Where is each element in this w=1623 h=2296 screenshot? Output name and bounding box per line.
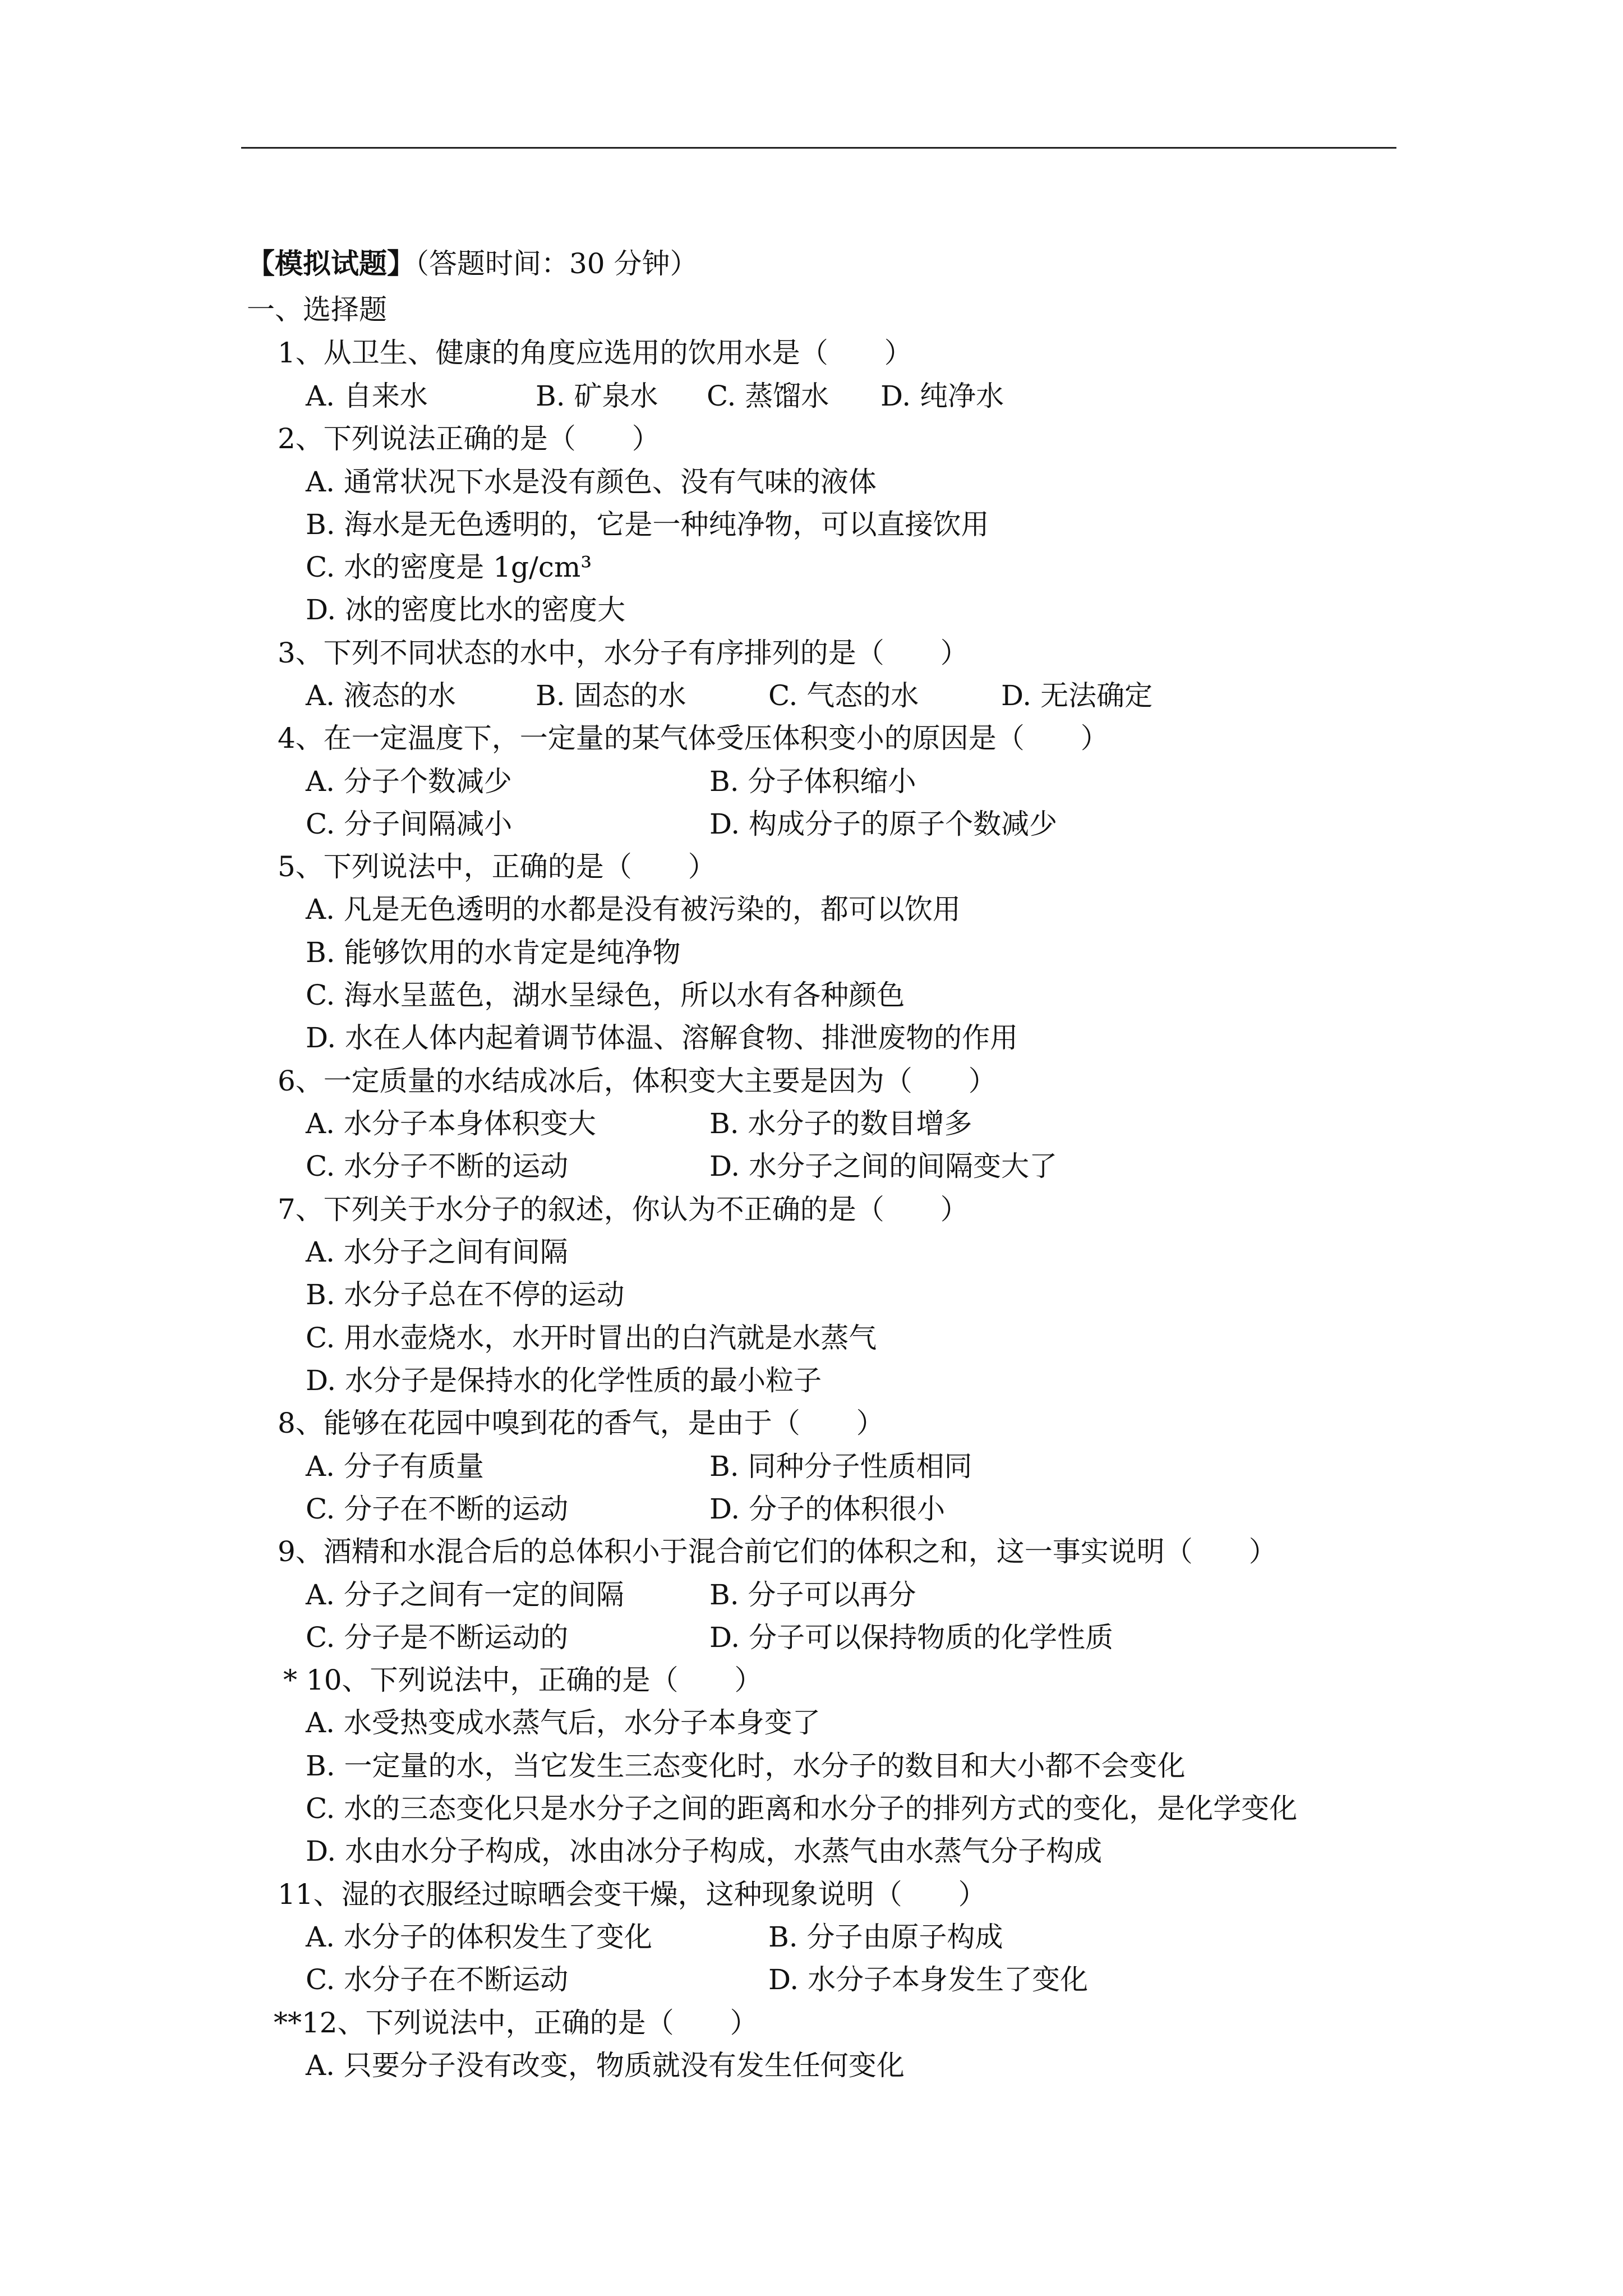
- option-a: A. 自来水: [306, 380, 428, 412]
- question-7-stem: 7、下列关于水分子的叙述，你认为不正确的是（ ）: [278, 1193, 969, 1226]
- question-11-stem: 11、湿的衣服经过晾晒会变干燥，这种现象说明（ ）: [278, 1878, 986, 1911]
- option-b: B. 同种分子性质相同: [709, 1450, 972, 1483]
- question-6-options-row1: [306, 1107, 1147, 1140]
- question-8-options-row2: [306, 1492, 1147, 1526]
- question-9-options-row1: [306, 1578, 1203, 1612]
- option-a: A. 水分子本身体积变大: [306, 1107, 596, 1140]
- question-10-option-c: C. 水的三态变化只是水分子之间的距离和水分子的排列方式的变化，是化学变化: [306, 1792, 1298, 1825]
- option-d: D. 构成分子的原子个数减少: [709, 808, 1058, 840]
- question-11-options-row1: [306, 1920, 1203, 1954]
- option-b: B. 矿泉水: [536, 380, 658, 412]
- question-5-option-b: B. 能够饮用的水肯定是纯净物: [306, 936, 681, 969]
- question-3-stem: 3、下列不同状态的水中，水分子有序排列的是（ ）: [278, 637, 969, 669]
- option-a: A. 分子之间有一定的间隔: [306, 1579, 624, 1611]
- question-2-stem: 2、下列说法正确的是（ ）: [278, 422, 660, 455]
- question-6-stem: 6、一定质量的水结成冰后，体积变大主要是因为（ ）: [278, 1065, 997, 1097]
- section-heading: 一、选择题: [247, 293, 387, 326]
- question-2-option-b: B. 海水是无色透明的，它是一种纯净物，可以直接饮用: [306, 508, 989, 541]
- question-5-option-c: C. 海水呈蓝色，湖水呈绿色，所以水有各种颜色: [306, 979, 905, 1011]
- page-title: [247, 247, 698, 280]
- option-b: B. 分子由原子构成: [768, 1921, 1003, 1953]
- question-7-option-b: B. 水分子总在不停的运动: [306, 1278, 625, 1311]
- option-c: C. 蒸馏水: [707, 380, 829, 412]
- option-d: D. 水分子之间的间隔变大了: [709, 1150, 1058, 1182]
- option-a: A. 水分子的体积发生了变化: [306, 1921, 652, 1953]
- option-c: C. 水分子在不断运动: [306, 1963, 569, 1996]
- option-a: A. 液态的水: [306, 679, 456, 712]
- option-d: D. 水分子本身发生了变化: [768, 1963, 1089, 1996]
- header-rule: [241, 147, 1396, 149]
- question-5-option-d: D. 水在人体内起着调节体温、溶解食物、排泄废物的作用: [306, 1022, 1018, 1054]
- option-b: B. 固态的水: [536, 679, 686, 712]
- question-12-option-a: A. 只要分子没有改变，物质就没有发生任何变化: [306, 2049, 905, 2082]
- question-8-stem: 8、能够在花园中嗅到花的香气，是由于（ ）: [278, 1407, 884, 1439]
- question-7-option-d: D. 水分子是保持水的化学性质的最小粒子: [306, 1364, 822, 1397]
- question-12-stem: **12、下列说法中，正确的是（ ）: [274, 2007, 758, 2039]
- option-c: C. 水分子不断的运动: [306, 1150, 569, 1182]
- option-d: D. 分子的体积很小: [709, 1493, 946, 1525]
- option-c: C. 分子在不断的运动: [306, 1493, 569, 1525]
- option-d: D. 纯净水: [880, 380, 1004, 412]
- question-4-options-row2: [306, 807, 1147, 841]
- question-10-option-b: B. 一定量的水，当它发生三态变化时，水分子的数目和大小都不会变化: [306, 1750, 1186, 1782]
- question-1-options: [306, 379, 1035, 413]
- option-a: A. 分子有质量: [306, 1450, 484, 1483]
- option-c: C. 气态的水: [768, 679, 919, 712]
- question-9-stem: 9、酒精和水混合后的总体积小于混合前它们的体积之和，这一事实说明（ ）: [278, 1535, 1277, 1568]
- question-5-stem: 5、下列说法中，正确的是（ ）: [278, 850, 716, 883]
- question-10-stem: * 10、下列说法中，正确的是（ ）: [283, 1664, 763, 1696]
- question-4-options-row1: [306, 765, 1147, 798]
- question-7-option-a: A. 水分子之间有间隔: [306, 1236, 568, 1268]
- option-a: A. 分子个数减少: [306, 765, 512, 798]
- question-3-options: [306, 679, 1203, 712]
- title-time: （答题时间：30 分钟）: [415, 247, 698, 280]
- question-7-option-c: C. 用水壶烧水，水开时冒出的白汽就是水蒸气: [306, 1322, 877, 1354]
- option-c: C. 分子是不断运动的: [306, 1621, 569, 1654]
- question-2-option-a: A. 通常状况下水是没有颜色、没有气味的液体: [306, 466, 877, 498]
- question-10-option-a: A. 水受热变成水蒸气后，水分子本身变了: [306, 1706, 820, 1739]
- option-d: D. 无法确定: [1001, 679, 1153, 712]
- question-1-stem: 1、从卫生、健康的角度应选用的饮用水是（ ）: [278, 337, 912, 369]
- question-11-options-row2: [306, 1963, 1203, 1996]
- option-d: D. 分子可以保持物质的化学性质: [709, 1621, 1114, 1654]
- question-6-options-row2: [306, 1149, 1147, 1183]
- question-2-option-c: C. 水的密度是 1g/cm³: [306, 551, 592, 583]
- question-5-option-a: A. 凡是无色透明的水都是没有被污染的，都可以饮用: [306, 893, 961, 926]
- question-9-options-row2: [306, 1621, 1203, 1654]
- question-8-options-row1: [306, 1450, 1147, 1483]
- question-10-option-d: D. 水由水分子构成，冰由冰分子构成，水蒸气由水蒸气分子构成: [306, 1835, 1103, 1867]
- title-bold: 【模拟试题】: [247, 247, 415, 280]
- option-b: B. 分子体积缩小: [709, 765, 916, 798]
- question-2-option-d: D. 冰的密度比水的密度大: [306, 593, 626, 626]
- question-4-stem: 4、在一定温度下，一定量的某气体受压体积变小的原因是（ ）: [278, 722, 1109, 754]
- option-b: B. 分子可以再分: [709, 1579, 916, 1611]
- option-c: C. 分子间隔减小: [306, 808, 513, 840]
- option-b: B. 水分子的数目增多: [709, 1107, 972, 1140]
